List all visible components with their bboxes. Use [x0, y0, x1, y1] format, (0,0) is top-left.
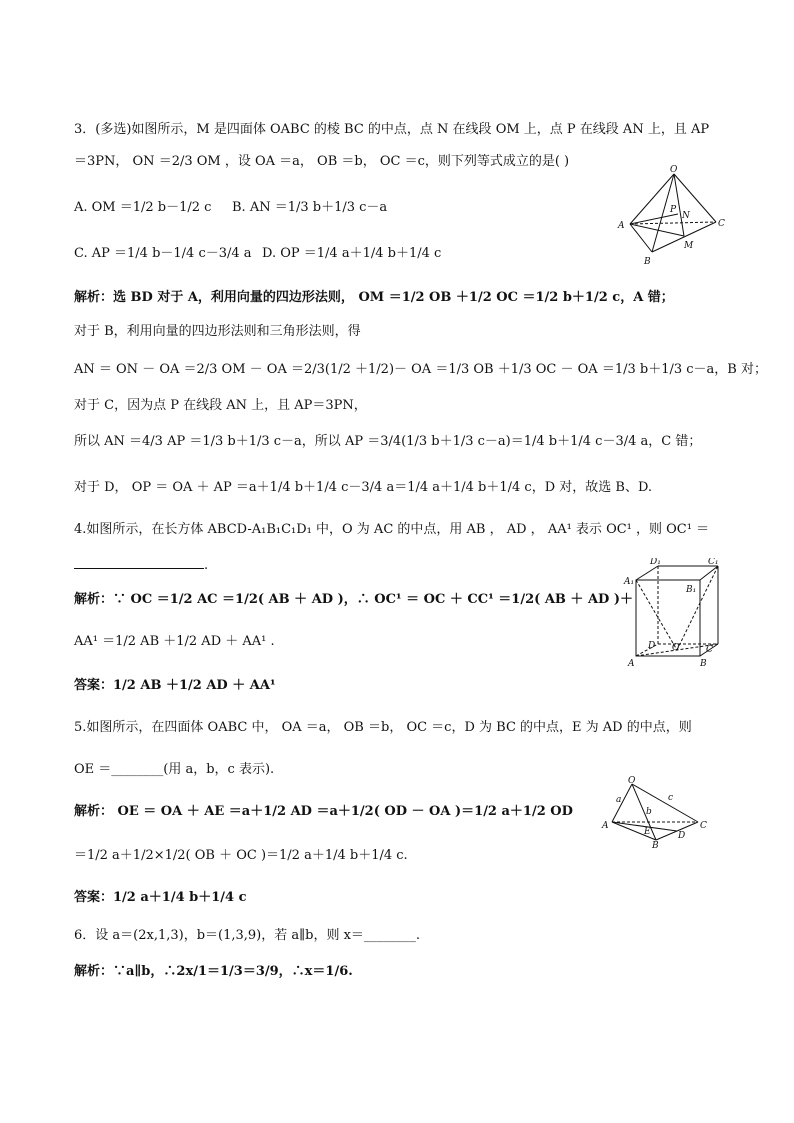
q3-solution-3: AN ＝ ON － OA ＝2/3 OM － OA ＝2/3(1/2 ＋1/2)－ OA ＝1/3 OB ＋1/3 OC － OA ＝1/3 b＋1/3 c－a，B 对；	[74, 362, 767, 377]
q4-answer-blank: .	[74, 556, 208, 576]
q3-solution-5: 所以 AN ＝4/3 AP ＝1/3 b＋1/3 c－a，所以 AP ＝3/4(1/3 b＋1/3 c－a)＝1/4 b＋1/4 c－3/4 a，C 错；	[74, 434, 702, 449]
fig1-label-p: P	[670, 205, 677, 215]
q5-solution-1: 解析： OE ＝ OA ＋ AE ＝a＋1/2 AD ＝a＋1/2( OD － OA )＝1/2 a＋1/2 OD	[74, 804, 573, 819]
fig1-label-m: M	[684, 241, 694, 251]
q3-solution-1: 解析：选 BD 对于 A，利用向量的四边形法则， OM ＝1/2 OB ＋1/2 OC ＝1/2 b＋1/2 c，A 错；	[74, 290, 674, 305]
fig2-label-d: D	[648, 641, 656, 651]
fig3-label-e: E	[644, 827, 651, 837]
fig1-label-c: C	[718, 219, 725, 229]
fig1-label-n: N	[682, 211, 690, 221]
figure-tetrahedron-1	[612, 164, 730, 268]
fig1-label-a: A	[618, 221, 625, 231]
q3-option-b: B. AN ＝1/3 b＋1/3 c－a	[232, 200, 388, 215]
fig2-label-a: A	[628, 659, 635, 669]
fig3-label-b: B	[652, 841, 659, 848]
q5-solution-2: ＝1/2 a＋1/2×1/2( OB ＋ OC )＝1/2 a＋1/4 b＋1/4 c.	[74, 848, 408, 863]
q3-solution-6: 对于 D， OP ＝ OA ＋ AP ＝a＋1/4 b＋1/4 c－3/4 a＝1/4 a＋1/4 b＋1/4 c，D 对，故选 B、D.	[74, 480, 653, 495]
fig3-label-a-edge: a	[616, 795, 622, 805]
q3-option-a: A. OM ＝1/2 b－1/2 c	[74, 200, 212, 215]
q6-line1: 6．设 a＝(2x,1,3)，b＝(1,3,9)，若 a∥b，则 x＝________.	[74, 928, 421, 943]
q3-line2: ＝3PN， ON ＝2/3 OM ，设 OA ＝a， OB ＝b， OC ＝c，则下列等式成立的是( )	[74, 154, 570, 169]
fig2-label-a1: A₁	[624, 577, 635, 587]
figure-tetrahedron-2	[600, 776, 720, 848]
fig3-label-c: C	[700, 821, 707, 831]
q3-line1: 3．(多选)如图所示，M 是四面体 OABC 的棱 BC 的中点，点 N 在线段 OM 上，点 P 在线段 AN 上，且 AP	[74, 122, 710, 137]
fig2-label-c: C	[706, 645, 713, 655]
q5-line2: OE ＝________(用 a，b，c 表示).	[74, 762, 275, 777]
q3-option-d: D. OP ＝1/4 a＋1/4 b＋1/4 c	[262, 246, 442, 261]
fig2-label-b: B	[700, 659, 707, 669]
q6-solution-1: 解析：∵a∥b，∴2x/1＝1/3＝3/9，∴x＝1/6.	[74, 964, 353, 979]
fig1-label-o: O	[670, 165, 678, 175]
figure-cuboid	[622, 558, 722, 670]
fig2-label-b1: B₁	[686, 585, 697, 595]
fig3-label-b-edge: b	[646, 807, 652, 817]
fig2-label-d1: D₁	[650, 558, 661, 567]
q4-solution-1: 解析：∵ OC ＝1/2 AC ＝1/2( AB ＋ AD )，∴ OC¹ ＝ OC ＋ CC¹ ＝1/2( AB ＋ AD )＋	[74, 592, 633, 607]
q4-line1: 4.如图所示，在长方体 ABCD-A₁B₁C₁D₁ 中，O 为 AC 的中点，用 AB ， AD ， AA¹ 表示 OC¹ ，则 OC¹ ＝	[74, 522, 710, 537]
fig3-label-d: D	[678, 831, 686, 841]
q5-answer: 答案：1/2 a＋1/4 b＋1/4 c	[74, 890, 247, 905]
q3-option-c: C. AP ＝1/4 b－1/4 c－3/4 a	[74, 246, 252, 261]
q4-solution-2: AA¹ ＝1/2 AB ＋1/2 AD ＋ AA¹ .	[74, 634, 275, 649]
q3-solution-4: 对于 C，因为点 P 在线段 AN 上，且 AP＝3PN，	[74, 398, 367, 413]
fig3-label-a: A	[602, 821, 609, 831]
q4-answer: 答案：1/2 AB ＋1/2 AD ＋ AA¹	[74, 678, 276, 693]
fig1-label-b: B	[644, 257, 651, 267]
fig3-label-c-edge: c	[668, 793, 674, 803]
q5-line1: 5.如图所示，在四面体 OABC 中， OA ＝a， OB ＝b， OC ＝c，D 为 BC 的中点，E 为 AD 的中点，则	[74, 720, 692, 735]
fig2-label-c1: C₁	[708, 558, 719, 567]
fig2-label-o: O	[672, 643, 680, 653]
fig3-label-o: O	[628, 776, 636, 786]
q3-solution-2: 对于 B，利用向量的四边形法则和三角形法则，得	[74, 324, 361, 339]
